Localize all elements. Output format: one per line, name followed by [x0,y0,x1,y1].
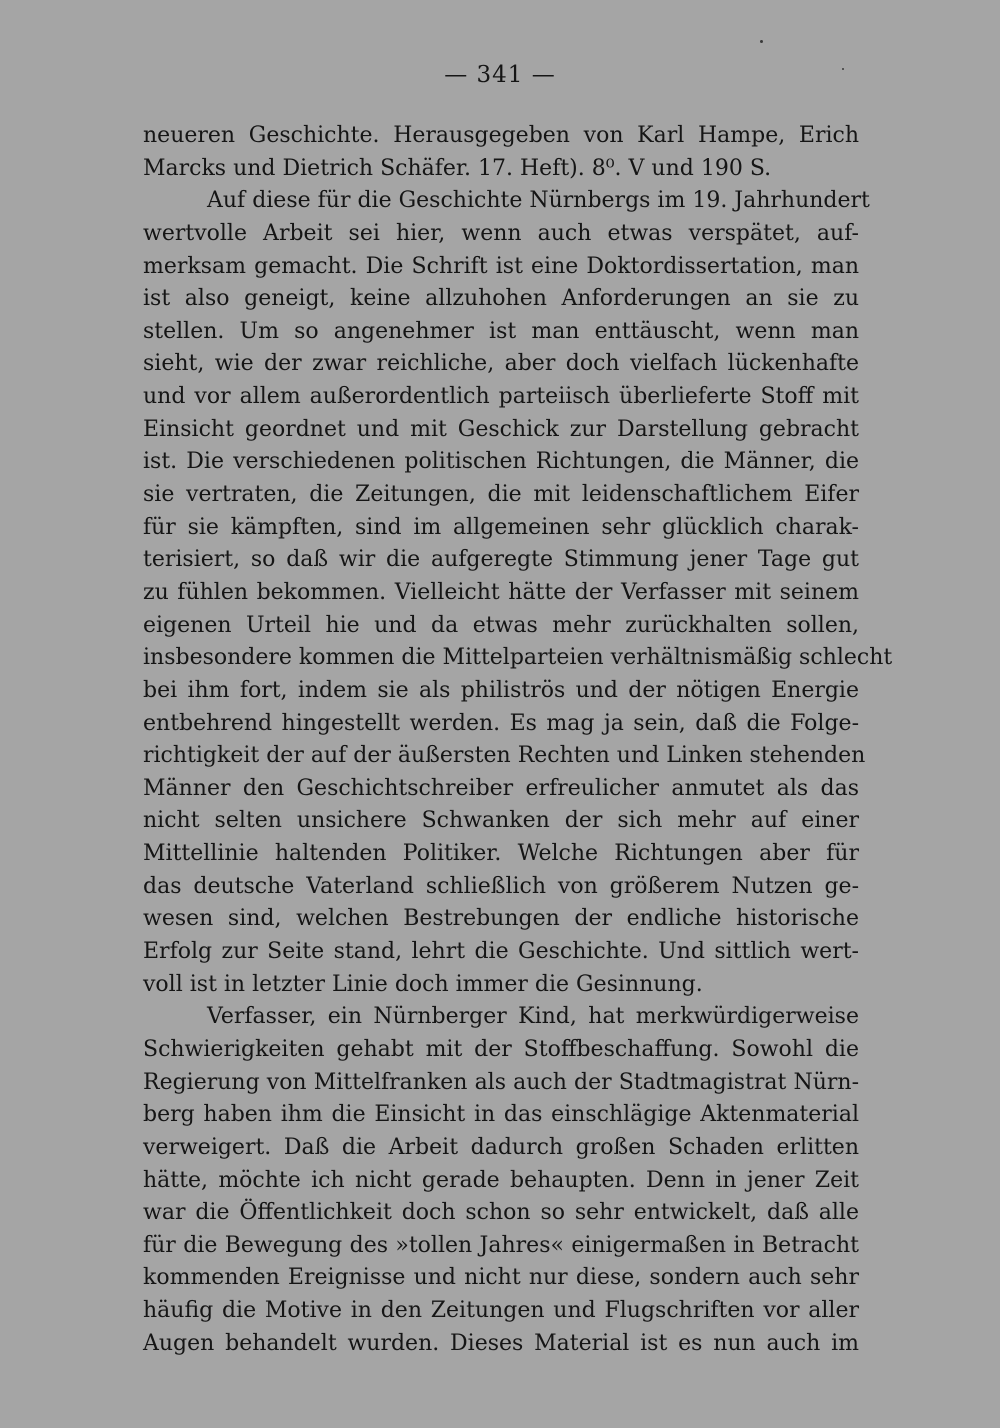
text-line: Mittellinie haltenden Politiker. Welche Richtungen aber für [143,841,859,867]
text-line: Auf diese für die Geschichte Nürnbergs im 19. Jahrhundert [207,188,870,214]
text-line: stellen. Um so angenehmer ist man enttäuscht, wenn man [143,318,859,344]
text-line: merksam gemacht. Die Schrift ist eine Doktordissertation, man [143,253,859,279]
text-line: Einsicht geordnet und mit Geschick zur Darstellung gebracht [143,416,859,442]
text-line: sie vertraten, die Zeitungen, die mit leidenschaftlichem Eifer [143,482,859,508]
text-line: kommenden Ereignisse und nicht nur diese, sondern auch sehr [143,1265,859,1291]
text-line: häufig die Motive in den Zeitungen und Flugschriften vor aller [143,1298,859,1324]
text-line: wesen sind, welchen Bestrebungen der endliche historische [143,906,859,932]
text-line: für sie kämpften, sind im allgemeinen sehr glücklich charak- [143,514,859,540]
text-line: berg haben ihm die Einsicht in das einschlägige Aktenmaterial [143,1102,859,1128]
text-line: zu fühlen bekommen. Vielleicht hätte der Verfasser mit seinem [143,579,859,605]
text-line: Schwierigkeiten gehabt mit der Stoffbeschaffung. Sowohl die [143,1036,859,1062]
paper-speck [760,40,763,43]
text-line: Marcks und Dietrich Schäfer. 17. Heft). 8⁰. V und 190 S. [143,155,772,181]
text-line: richtigkeit der auf der äußersten Rechten und Linken stehenden [143,743,866,769]
text-line: Männer den Geschichtschreiber erfreulicher anmutet als das [143,775,859,801]
text-line: und vor allem außerordentlich parteiisch überlieferte Stoff mit [143,384,859,410]
paper-speck [842,68,844,70]
text-line: für die Bewegung des »tollen Jahres« einigermaßen in Betracht [143,1232,859,1258]
text-line: insbesondere kommen die Mittelparteien verhältnismäßig schlecht [143,645,893,671]
text-line: ist. Die verschiedenen politischen Richtungen, die Männer, die [143,449,859,475]
text-line: Erfolg zur Seite stand, lehrt die Geschichte. Und sittlich wert- [143,939,859,965]
text-line: nicht selten unsichere Schwanken der sich mehr auf einer [143,808,859,834]
text-line: das deutsche Vaterland schließlich von größerem Nutzen ge- [143,873,859,899]
text-line: Augen behandelt wurden. Dieses Material ist es nun auch im [143,1330,859,1356]
text-line: verweigert. Daß die Arbeit dadurch großen Schaden erlitten [143,1134,859,1160]
text-line: wertvolle Arbeit sei hier, wenn auch etwas verspätet, auf- [143,220,859,246]
text-line: ist also geneigt, keine allzuhohen Anforderungen an sie zu [143,286,859,312]
text-line: bei ihm fort, indem sie als philiströs und der nötigen Energie [143,677,859,703]
body-text [143,120,893,1360]
text-line: neueren Geschichte. Herausgegeben von Karl Hampe, Erich [143,123,859,148]
text-line: eigenen Urteil hie und da etwas mehr zurückhalten sollen, [143,612,859,638]
text-line: sieht, wie der zwar reichliche, aber doch vielfach lückenhafte [143,351,859,377]
page-number: — 341 — [444,62,556,88]
text-line: terisiert, so daß wir die aufgeregte Stimmung jener Tage gut [143,547,859,573]
text-line: Regierung von Mittelfranken als auch der Stadtmagistrat Nürn- [143,1069,859,1095]
text-line: hätte, möchte ich nicht gerade behaupten. Denn in jener Zeit [143,1167,859,1193]
text-line: entbehrend hingestellt werden. Es mag ja sein, daß die Folge- [143,710,859,736]
text-line: war die Öffentlichkeit doch schon so sehr entwickelt, daß alle [143,1200,859,1226]
text-line: voll ist in letzter Linie doch immer die Gesinnung. [143,971,703,997]
text-line: Verfasser, ein Nürnberger Kind, hat merkwürdigerweise [207,1004,859,1030]
